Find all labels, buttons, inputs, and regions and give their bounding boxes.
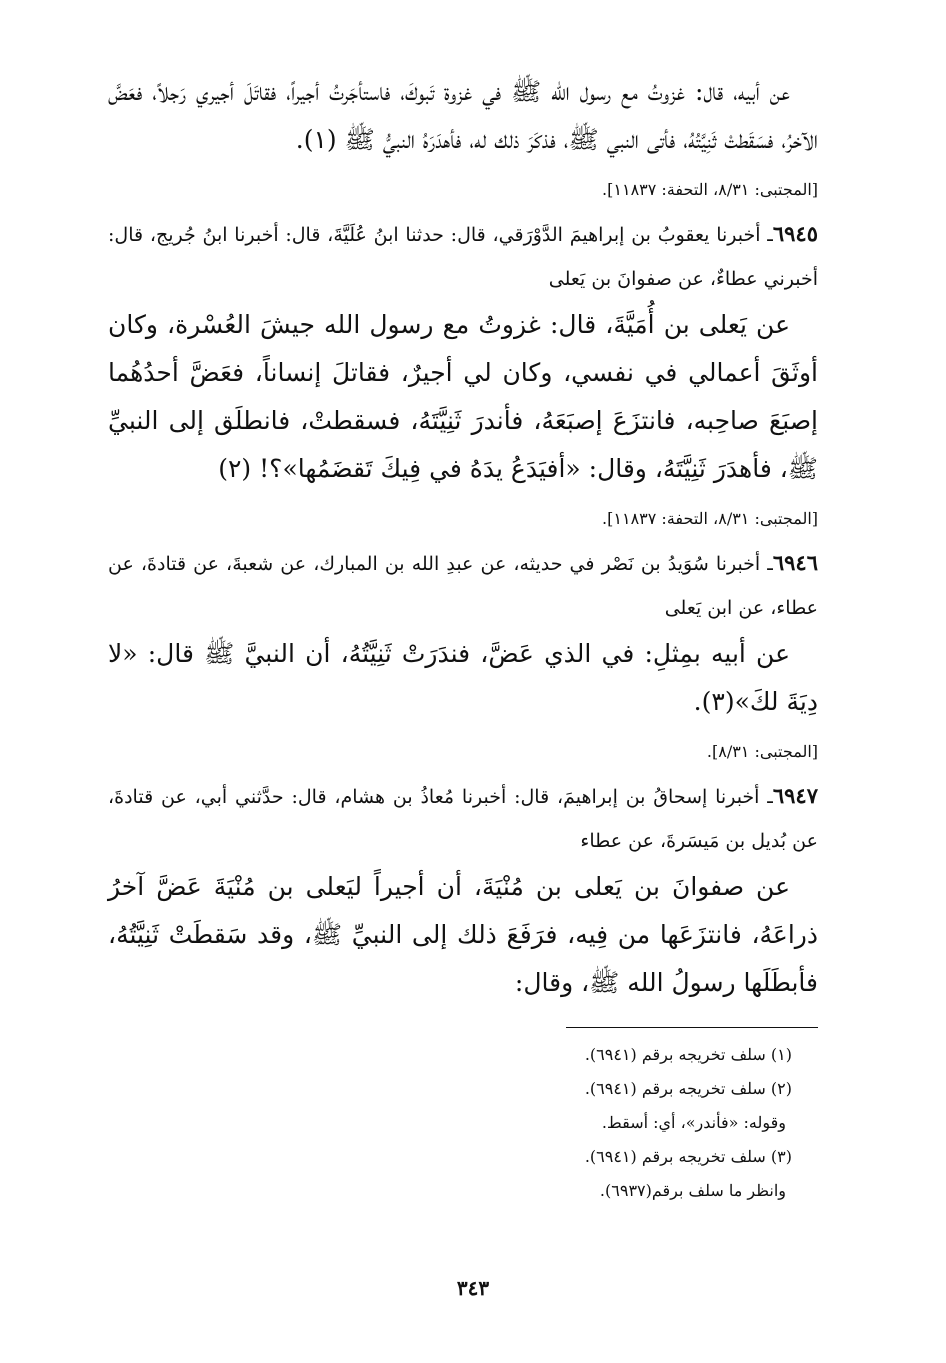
footnote: (٣) سلف تخريجه برقم (٦٩٤١). [584, 1147, 792, 1166]
reference-line: [المجتبى: ٨/٣١، التحفة: ١١٨٣٧]. [602, 509, 818, 528]
hadith-number: ٦٩٤٧ [772, 783, 818, 808]
hadith-number: ٦٩٤٥ [772, 221, 818, 246]
footnote: (٢) سلف تخريجه برقم (٦٩٤١). [584, 1079, 792, 1098]
hadith-text: عن صفوانَ بن يَعلى بن مُنْيَةَ، أن أجيراً ليَعلى بن مُنْيَةَ عَضَّ آخرُ ذراعَهُ، فانتزَعَها من فِيه، فرَفَعَ ذلك إلى النبيِّ ﷺ، وقد سَقطَتْ ثَنِيَّتُهُ، فأبطَلَها رسولُ الله ﷺ، وقال: [108, 872, 818, 997]
footnote-note: وقوله: «فأندر»، أي: أسقط. [601, 1113, 786, 1132]
footnote-separator [566, 1027, 818, 1028]
hadith-number: ٦٩٤٦ [772, 550, 818, 575]
footnote: (١) سلف تخريجه برقم (٦٩٤١). [584, 1045, 792, 1064]
hadith-text: عن أبيه بمِثلِ: في الذي عَضَّ، فندَرَتْ ثَنِيَّتُهُ، أن النبيَّ ﷺ قال: «لا دِيَةَ لكَ»(٣). [108, 639, 818, 716]
reference-line: [المجتبى: ٨/٣١، التحفة: ١١٨٣٧]. [602, 180, 818, 199]
chain-text: ـ أخبرنا يعقوبُ بن إبراهيمَ الدَّوْرَقي، قال: حدثنا ابنُ عُلَيَّةَ، قال: أخبرنا ابنُ جُريج، قال: أخبرني عطاءٌ، عن صفوانَ بن يَعلى [108, 224, 818, 290]
chain-text: ـ أخبرنا سُوَيدُ بن نَصْر في حديثه، عن عبدِ الله بن المبارك، عن شعبةَ، عن قتادةَ، عن عطاء، عن ابن يَعلى [108, 553, 818, 619]
footnote-note: وانظر ما سلف برقم(٦٩٣٧). [599, 1181, 786, 1200]
hadith-chain [108, 541, 818, 630]
body-text [108, 68, 818, 1007]
reference-line: [المجتبى: ٨/٣١]. [706, 742, 818, 761]
hadith-text: عن أبيه، قال: غزوتُ مع رسول الله ﷺ في غزوة تَبوكَ، فاستأجَرتُ أجيراً، فقاتَلَ أجيري رَجلاً، فعَضَّ الآخرُ، فسَقَطتْ ثَنِيَّتُهُ، فأتى النبي ﷺ، فذكَرَ ذلك له، فأهدَرَهُ النبيُّ ﷺ (١). [108, 77, 818, 154]
chain-text: ـ أخبرنا إسحاقُ بن إبراهيمَ، قال: أخبرنا مُعاذُ بن هشام، قال: حدَّثني أبي، عن قتادةَ، عن بُديل بن مَيسَرةَ، عن عطاء [108, 786, 818, 852]
footnotes [108, 1038, 818, 1208]
hadith-text: عن يَعلى بن أُمَيَّةَ، قال: غزوتُ مع رسول الله جيشَ العُسْرة، وكان أوثَقَ أعمالي في نفسي، وكان لي أجيرٌ، فقاتلَ إنساناً، فعَضَّ أحدُهُما إصبَعَ صاحِبه، فانتزَعَ إصبَعَهُ، فأندرَ ثَنِيَّتَهُ، فسقطتْ، فانطلَق إلى النبيِّ ﷺ، فأهدَرَ ثَنِيَّتَهُ، وقال: «أفيَدَعُ يدَهُ في فِيكَ تَقضَمُها»؟! (٢) [108, 310, 818, 483]
hadith-chain [108, 212, 818, 301]
page-number: ٣٤٣ [456, 1276, 490, 1300]
hadith-chain [108, 774, 818, 863]
